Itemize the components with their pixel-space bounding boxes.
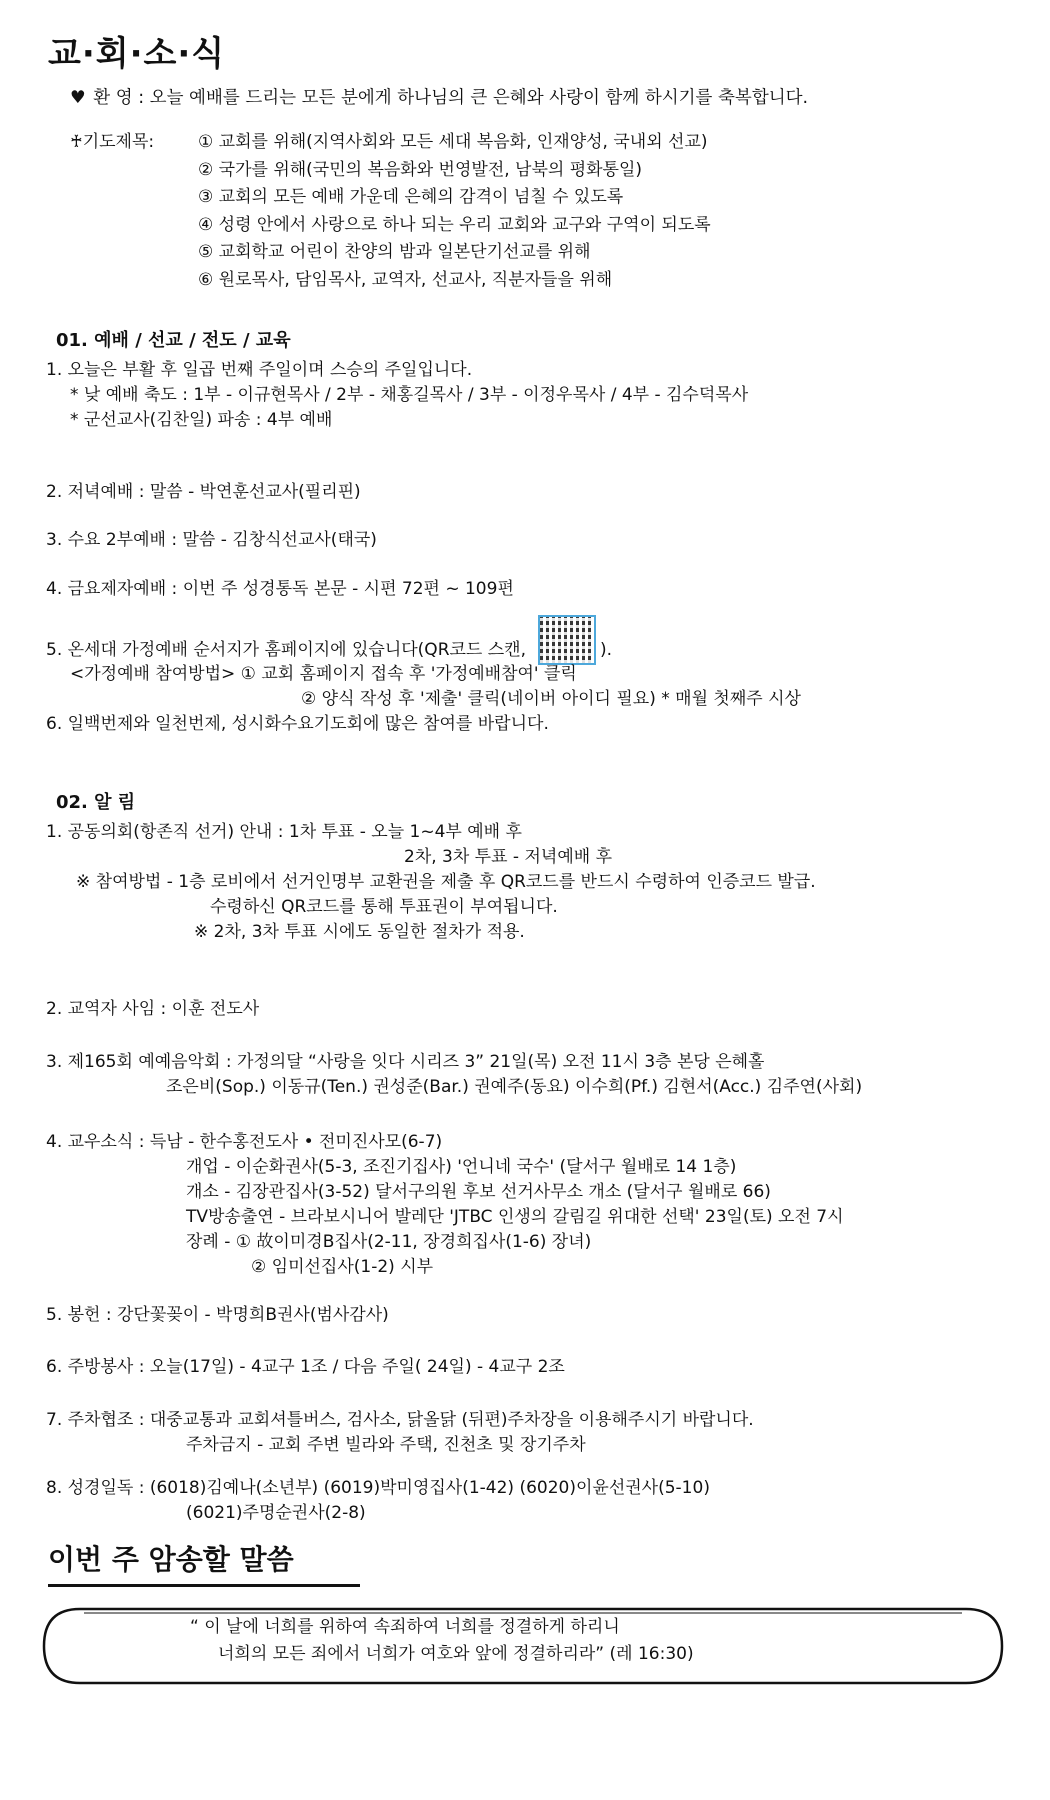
section-heading-worship: 01. 예배 / 선교 / 전도 / 교육 <box>56 330 291 351</box>
prayer-item: ③ 교회의 모든 예배 가운데 은혜의 감격이 넘칠 수 있도록 <box>198 187 624 207</box>
notice-line: TV방송출연 - 브라보시니어 발레단 'JTBC 인생의 갈림길 위대한 선택' 23일(토) 오전 7시 <box>186 1207 844 1227</box>
prayer-item: ① 교회를 위해(지역사회와 모든 세대 복음화, 인재양성, 국내외 선교) <box>198 132 708 152</box>
notice-line: 장례 - ① 故이미경B집사(2-11, 장경희집사(1-6) 장녀) <box>186 1232 592 1252</box>
prayer-item: ⑥ 원로목사, 담임목사, 교역자, 선교사, 직분자들을 위해 <box>198 269 613 290</box>
notice-line: 3. 제165회 예예음악회 : 가정의달 “사랑을 잇다 시리즈 3” 21일(목) 오전 11시 3층 본당 은혜홀 <box>46 1052 765 1072</box>
notice-line: 6. 일백번제와 일천번제, 성시화수요기도회에 많은 참여를 바랍니다. <box>46 714 549 734</box>
welcome-line <box>70 86 808 111</box>
notice-line: 3. 수요 2부예배 : 말씀 - 김창식선교사(태국) <box>46 530 377 550</box>
notice-line: 7. 주차협조 : 대중교통과 교회셔틀버스, 검사소, 닭올닭 (뒤편)주차장을 이용해주시기 바랍니다. <box>46 1410 754 1430</box>
prayer-label: ♰기도제목: <box>70 132 155 152</box>
notice-line: 수령하신 QR코드를 통해 투표권이 부여됩니다. <box>210 897 558 917</box>
notice-line: * 군선교사(김찬일) 파송 : 4부 예배 <box>70 410 333 430</box>
section-heading-notices: 02. 알 림 <box>56 792 136 813</box>
qr-code-icon[interactable] <box>538 615 596 665</box>
notice-line: 5. 봉헌 : 강단꽃꽂이 - 박명희B권사(범사감사) <box>46 1305 389 1325</box>
notice-line: 4. 교우소식 : 득남 - 한수홍전도사 • 전미진사모(6-7) <box>46 1132 443 1152</box>
notice-line: 2. 저녁예배 : 말씀 - 박연훈선교사(필리핀) <box>46 482 361 502</box>
prayer-item: ⑤ 교회학교 어린이 찬양의 밤과 일본단기선교를 위해 <box>198 242 591 262</box>
notice-line: 2차, 3차 투표 - 저녁예배 후 <box>404 847 612 867</box>
notice-line: 개업 - 이순화권사(5-3, 조진기집사) '언니네 국수' (달서구 월배로 14 1층) <box>186 1157 737 1177</box>
heart-icon: ♥ <box>70 88 86 108</box>
notice-text: 5. 온세대 가정예배 순서지가 홈페이지에 있습니다(QR코드 스캔, <box>46 640 526 660</box>
notice-line: 1. 공동의회(항존직 선거) 안내 : 1차 투표 - 오늘 1~4부 예배 후 <box>46 822 522 842</box>
prayer-topics <box>70 130 711 295</box>
verse-line: 너희의 모든 죄에서 너희가 여호와 앞에 정결하리라” (레 16:30) <box>218 1644 694 1664</box>
notice-line: 조은비(Sop.) 이동규(Ten.) 권성준(Bar.) 권예주(동요) 이수희(Pf.) 김현서(Acc.) 김주연(사회) <box>166 1077 863 1097</box>
notice-line: ② 양식 작성 후 '제출' 클릭(네이버 아이디 필요) * 매월 첫째주 시상 <box>301 689 801 709</box>
notice-line: ② 임미선집사(1-2) 시부 <box>251 1257 434 1277</box>
notice-line <box>46 631 613 660</box>
title-underline <box>48 1584 360 1587</box>
memory-verse-box <box>40 1605 1006 1687</box>
notice-line: 1. 오늘은 부활 후 일곱 번째 주일이며 스승의 주일입니다. <box>46 360 473 380</box>
notice-line: ※ 참여방법 - 1층 로비에서 선거인명부 교환권을 제출 후 QR코드를 반드시 수령하여 인증코드 발급. <box>76 872 816 892</box>
notice-line: <가정예배 참여방법> ① 교회 홈페이지 접속 후 '가정예배참여' 클릭 <box>70 664 577 684</box>
prayer-item: ④ 성령 안에서 사랑으로 하나 되는 우리 교회와 교구와 구역이 되도록 <box>198 214 711 235</box>
notice-line: 6. 주방봉사 : 오늘(17일) - 4교구 1조 / 다음 주일( 24일) - 4교구 2조 <box>46 1357 565 1377</box>
prayer-item: ② 국가를 위해(국민의 복음화와 번영발전, 남북의 평화통일) <box>198 159 643 180</box>
welcome-text: 환 영 : 오늘 예배를 드리는 모든 분에게 하나님의 큰 은혜와 사랑이 함께 하시기를 축복합니다. <box>93 88 809 108</box>
notice-line: 2. 교역자 사임 : 이훈 전도사 <box>46 999 260 1019</box>
notice-line: * 낮 예배 축도 : 1부 - 이규현목사 / 2부 - 채홍길목사 / 3부 - 이정우목사 / 4부 - 김수덕목사 <box>70 385 749 405</box>
memory-verse-title: 이번 주 암송할 말씀 <box>48 1543 294 1576</box>
notice-line: 8. 성경일독 : (6018)김예나(소년부) (6019)박미영집사(1-42) (6020)이윤선권사(5-10) <box>46 1478 710 1498</box>
section-notices-body <box>46 820 816 945</box>
notice-line: 개소 - 김장관집사(3-52) 달서구의원 후보 선거사무소 개소 (달서구 월배로 66) <box>186 1182 771 1202</box>
notice-line: 4. 금요제자예배 : 이번 주 성경통독 본문 - 시편 72편 ~ 109편 <box>46 579 514 599</box>
page-title: 교·회·소·식 <box>48 34 226 74</box>
notice-line: 주차금지 - 교회 주변 빌라와 주택, 진천초 및 장기주차 <box>186 1435 586 1455</box>
section-worship-body <box>46 358 748 433</box>
verse-line: “ 이 날에 너희를 위하여 속죄하여 너희를 정결하게 하리니 <box>190 1617 620 1637</box>
notice-text-tail: ). <box>600 640 613 660</box>
notice-line: ※ 2차, 3차 투표 시에도 동일한 절차가 적용. <box>194 922 525 942</box>
notice-line: (6021)주명순권사(2-8) <box>186 1503 366 1523</box>
